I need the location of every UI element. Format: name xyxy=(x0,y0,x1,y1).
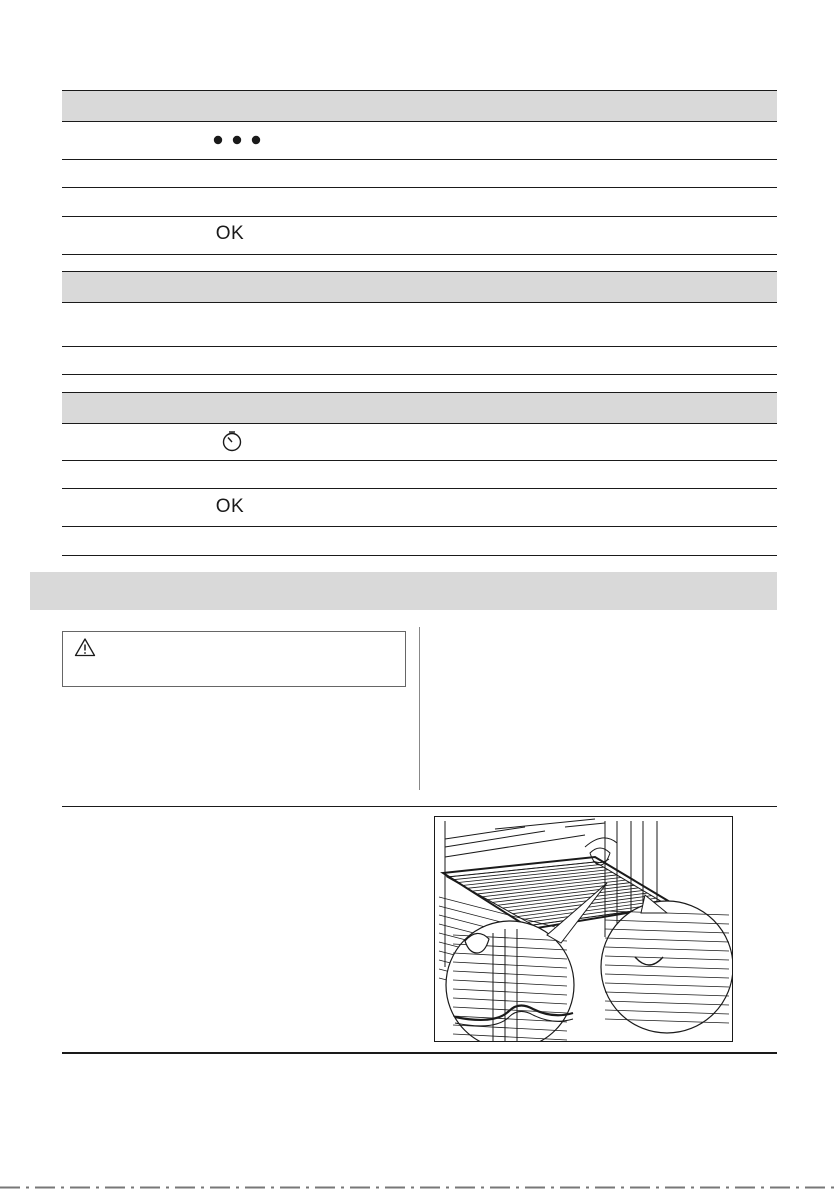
table-b-top-rule xyxy=(62,271,777,272)
timer-icon xyxy=(218,427,246,455)
table-a-header xyxy=(62,90,777,121)
table-a-row-rule xyxy=(62,159,777,160)
table-b-bottom-rule xyxy=(62,374,777,375)
warning-box xyxy=(62,631,406,687)
table-c-top-rule xyxy=(62,392,777,393)
table-b-header xyxy=(62,271,777,302)
oven-shelf-drawing xyxy=(435,817,732,1041)
table-c-row-rule xyxy=(62,460,777,461)
ok-button-icon xyxy=(200,222,260,246)
table-a-row-rule xyxy=(62,216,777,217)
table-a-bottom-rule xyxy=(62,254,777,255)
rack-wire xyxy=(487,883,629,900)
table-a-header-rule xyxy=(62,121,777,122)
rack-wire xyxy=(482,880,625,897)
oven-shelf-illustration xyxy=(434,816,733,1042)
table-a-top-rule xyxy=(62,90,777,91)
table-c-row-rule xyxy=(62,488,777,489)
column-divider xyxy=(419,627,420,790)
ok-label: OK xyxy=(215,223,245,244)
table-a-row-rule xyxy=(62,187,777,188)
rack-wire xyxy=(452,865,599,880)
page-edge-dashes xyxy=(0,1186,840,1189)
rack-wire xyxy=(472,875,616,891)
table-c-bottom-rule xyxy=(62,555,777,556)
warning-triangle-icon xyxy=(73,636,97,658)
ok-button-icon xyxy=(200,495,260,519)
figure-top-rule xyxy=(62,806,777,807)
figure-bottom-rule xyxy=(62,1052,777,1054)
more-options-icon xyxy=(205,128,275,152)
rack-wire xyxy=(467,872,612,888)
table-c-row-rule xyxy=(62,526,777,527)
table-c-header xyxy=(62,392,777,423)
rack-wire xyxy=(462,870,608,886)
table-b-header-rule xyxy=(62,302,777,303)
table-b-row-rule xyxy=(62,346,777,347)
section-heading-band xyxy=(30,572,777,610)
ok-label: OK xyxy=(215,496,245,517)
table-c-header-rule xyxy=(62,423,777,424)
